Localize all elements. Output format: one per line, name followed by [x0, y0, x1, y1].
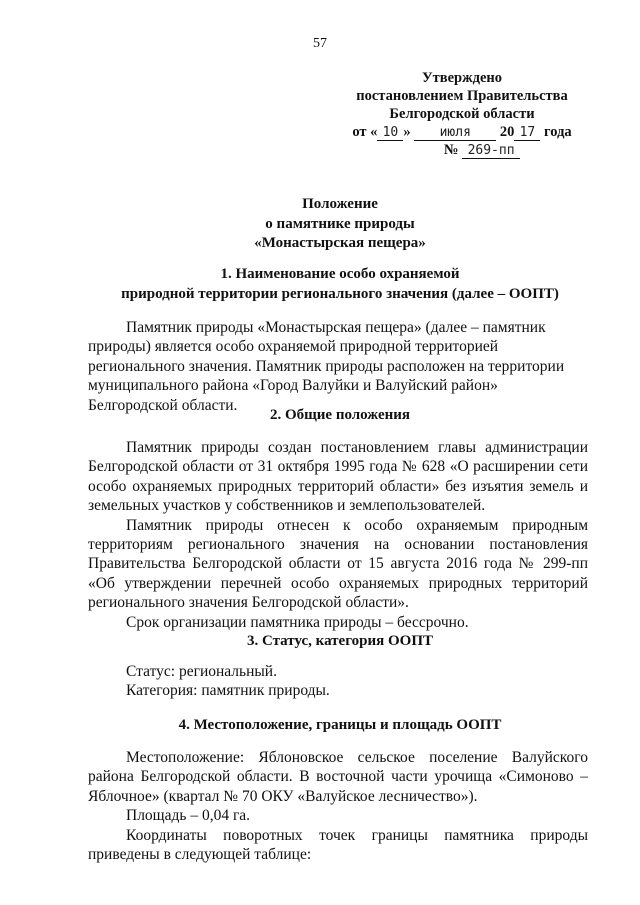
approval-number: [332, 141, 592, 159]
section-3-paragraph-2: Категория: памятник природы.: [126, 682, 330, 700]
approval-stamp: [332, 69, 592, 159]
year-prefix: 20: [499, 124, 515, 140]
approval-line-3: Белгородской области: [389, 106, 535, 122]
approval-line-1: Утверждено: [422, 70, 502, 86]
section-1-paragraph-1: Памятник природы «Монастырская пещера» (далее – памятник природы) является особо охраняемой природной территорией регионального значения. Памятник природы расположен на территории муниципального района «Город Валуйки и Валуйский район» Белгородской области.: [88, 319, 565, 414]
date-day: 10: [377, 126, 403, 141]
page-number: 57: [313, 36, 327, 51]
title-line-3: «Монастырская пещера»: [254, 235, 426, 251]
number-prefix: №: [443, 142, 459, 158]
section-3-heading: 3. Статус, категория ООПТ: [246, 633, 433, 649]
title-line-2: о памятнике природы: [265, 215, 415, 232]
title-line-1: Положение: [302, 196, 378, 212]
section-4-paragraph-1: Местоположение: Яблоновское сельское поселение Валуйского района Белгородской области. В восточной части урочища «Симоново – Яблочное» (квартал № 70 ОКУ «Валуйское лесничество»).: [88, 749, 588, 805]
section-4-body: [88, 748, 588, 864]
section-3-body: [88, 662, 588, 701]
section-2-heading: 2. Общие положения: [269, 407, 411, 423]
section-1-heading-line-1: 1. Наименование особо охраняемой: [220, 266, 460, 282]
section-2-body: [88, 438, 588, 632]
approval-line-2: постановлением Правительства: [356, 88, 568, 104]
year-word: года: [544, 124, 572, 140]
section-2-paragraph-2: Памятник природы отнесен к особо охраняемым природным территориям регионального значения на основании постановления Правительства Белгородской области от 15 августа 2016 года № 299-пп «Об утверждении перечней особо охраняемых природных территорий регионального значения Белгородской области».: [88, 516, 588, 612]
section-1-heading-line-2: природной территории регионального значения (далее – ООПТ): [121, 285, 559, 302]
section-2-paragraph-3: Срок организации памятника природы – бессрочно.: [126, 613, 469, 631]
date-month: июля: [414, 126, 496, 141]
number-value: 269-пп: [462, 144, 520, 159]
document-title: [40, 195, 640, 254]
section-4-heading: 4. Местоположение, границы и площадь ООПТ: [178, 717, 502, 733]
date-mid: »: [403, 124, 411, 140]
section-1-heading: [40, 265, 640, 304]
section-4-paragraph-3: Координаты поворотных точек границы памятника природы приведены в следующей таблице:: [88, 826, 588, 864]
section-2-paragraph-1: Памятник природы создан постановлением главы администрации Белгородской области от 31 октября 1995 года № 628 «О расширении сети особо охраняемых природных территорий области» без изъятия земель и земельных участков у собственников и землепользователей.: [88, 439, 588, 515]
year-suffix: 17: [514, 126, 540, 141]
section-4-paragraph-2: Площадь – 0,04 га.: [126, 807, 251, 825]
date-prefix: от «: [352, 124, 378, 140]
section-1-body: [88, 318, 588, 415]
approval-date: [332, 123, 592, 141]
section-3-paragraph-1: Статус: региональный.: [126, 663, 277, 680]
